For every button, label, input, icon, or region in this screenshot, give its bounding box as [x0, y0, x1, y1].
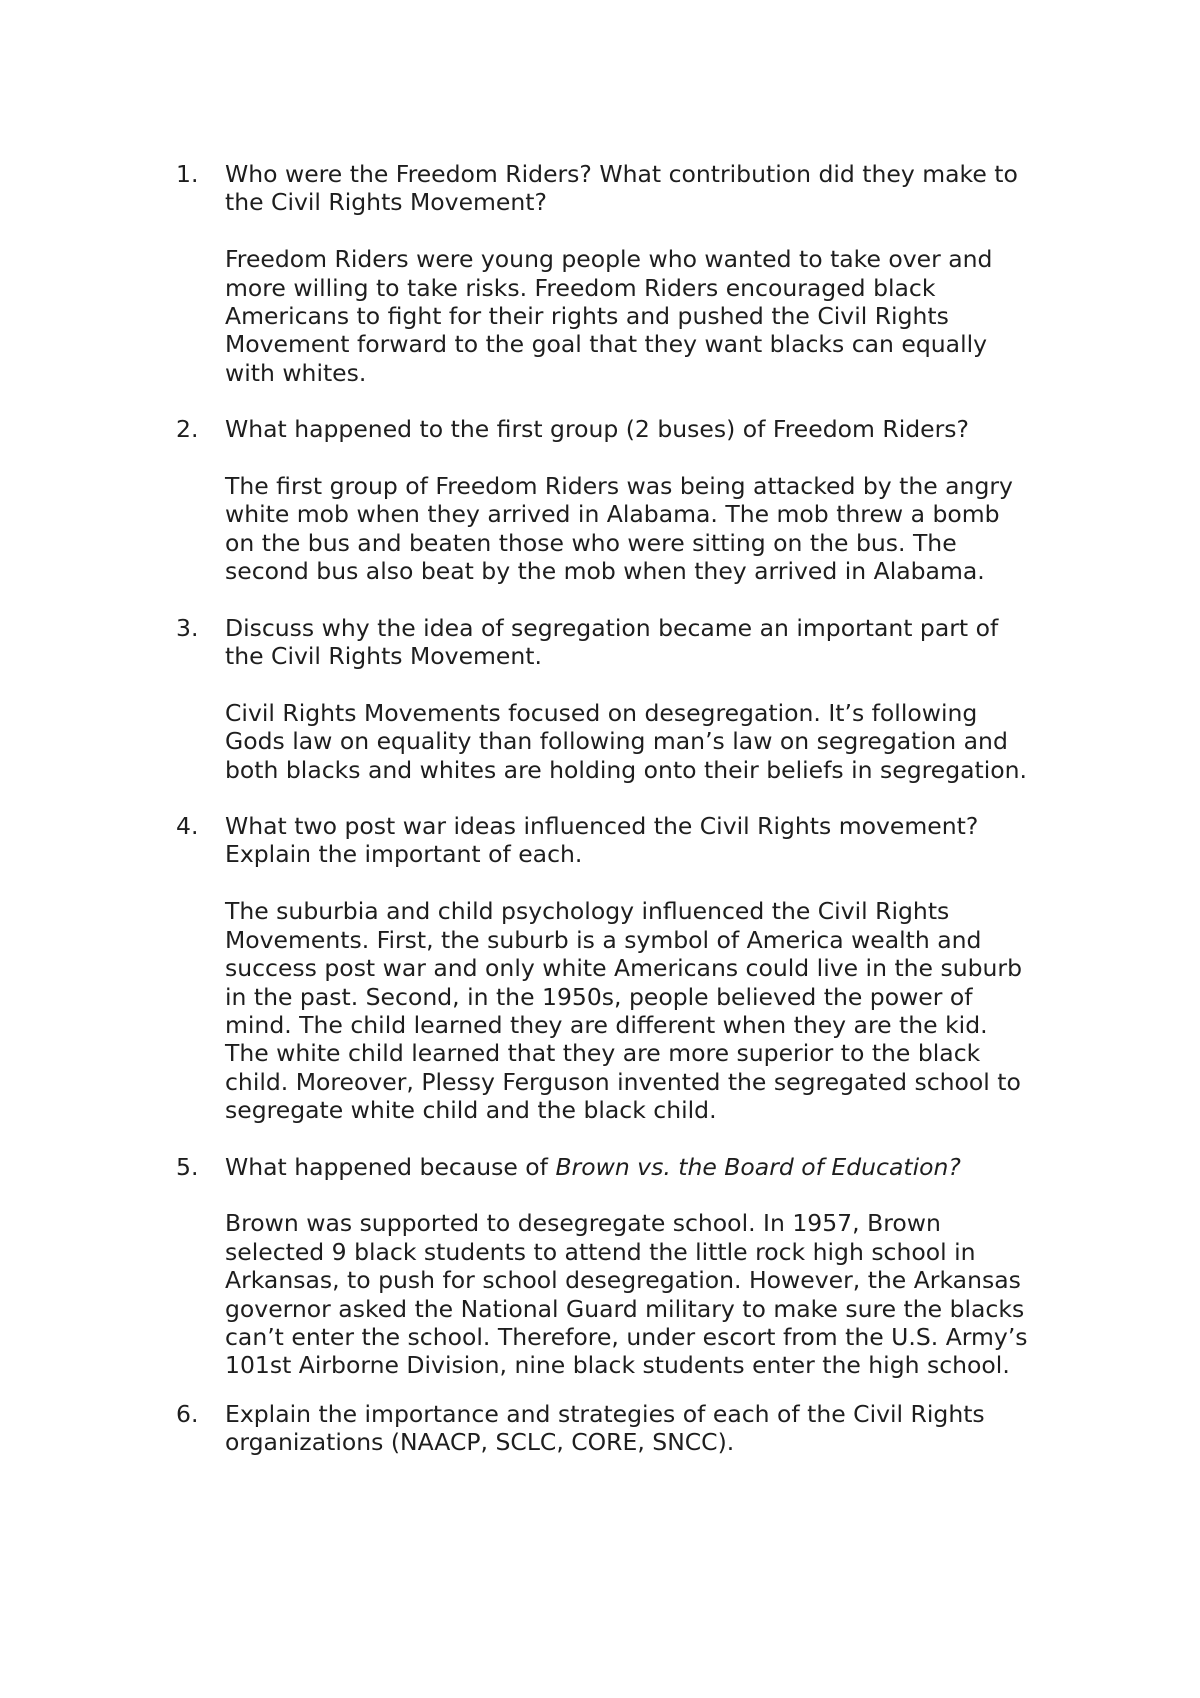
- question-text: [225, 1153, 1036, 1181]
- question-text: Discuss why the idea of segregation became an important part of the Civil Rights Movement.: [225, 613, 999, 671]
- question-number: 2.: [176, 415, 199, 444]
- question-item-5: [176, 1153, 1036, 1380]
- answer-text: Freedom Riders were young people who wanted to take over and more willing to take risks. Freedom Riders encouraged black Americans to fight for their rights and pushed the Civil Rights Movement forward to the goal that they want blacks can equally with whites.: [225, 245, 993, 387]
- question-number: 6.: [176, 1399, 199, 1428]
- answer-text: Brown was supported to desegregate school. In 1957, Brown selected 9 black students to attend the little rock high school in Arkansas, to push for school desegregation. However, the Arkansas governor asked the National Guard military to make sure the blacks can’t enter the school. Therefore, under escort from the U.S. Army’s 101st Airborne Division, nine black students enter the high school.: [225, 1209, 1028, 1380]
- question-number: 1.: [176, 160, 199, 188]
- question-text: Explain the importance and strategies of each of the Civil Rights organizations (NAACP, SCLC, CORE, SNCC).: [225, 1399, 985, 1457]
- question-item-3: [176, 614, 1036, 784]
- answer-text: The first group of Freedom Riders was being attacked by the angry white mob when they arrived in Alabama. The mob threw a bomb on the bus and beaten those who were sitting on the bus. The second bus also beat by the mob when they arrived in Alabama.: [225, 472, 1013, 586]
- question-item-1: [176, 160, 1036, 387]
- question-number: 3.: [176, 613, 199, 642]
- question-item-6: [176, 1400, 1036, 1457]
- question-text: What two post war ideas influenced the Civil Rights movement? Explain the important of each.: [225, 812, 979, 869]
- question-number: 5.: [176, 1152, 199, 1181]
- question-item-4: [176, 812, 1036, 1124]
- question-text-prefix: What happened because of: [225, 1152, 556, 1181]
- question-text: Who were the Freedom Riders? What contribution did they make to the Civil Rights Movement?: [225, 160, 1018, 217]
- question-list: [176, 160, 1036, 1457]
- case-name-italic: Brown vs. the Board of Education?: [555, 1152, 961, 1181]
- question-number: 4.: [176, 812, 199, 841]
- answer-text: Civil Rights Movements focused on desegregation. It’s following Gods law on equality than following man’s law on segregation and both blacks and whites are holding onto their beliefs in segregation.: [225, 698, 1028, 784]
- question-item-2: [176, 415, 1036, 585]
- question-text: What happened to the first group (2 buses) of Freedom Riders?: [225, 415, 969, 444]
- answer-text: The suburbia and child psychology influenced the Civil Rights Movements. First, the suburb is a symbol of America wealth and success post war and only white Americans could live in the suburb in the past. Second, in the 1950s, people believed the power of mind. The child learned they are different when they are the kid. The white child learned that they are more superior to the black child. Moreover, Plessy Ferguson invented the segregated school to segregate white child and the black child.: [225, 897, 1023, 1125]
